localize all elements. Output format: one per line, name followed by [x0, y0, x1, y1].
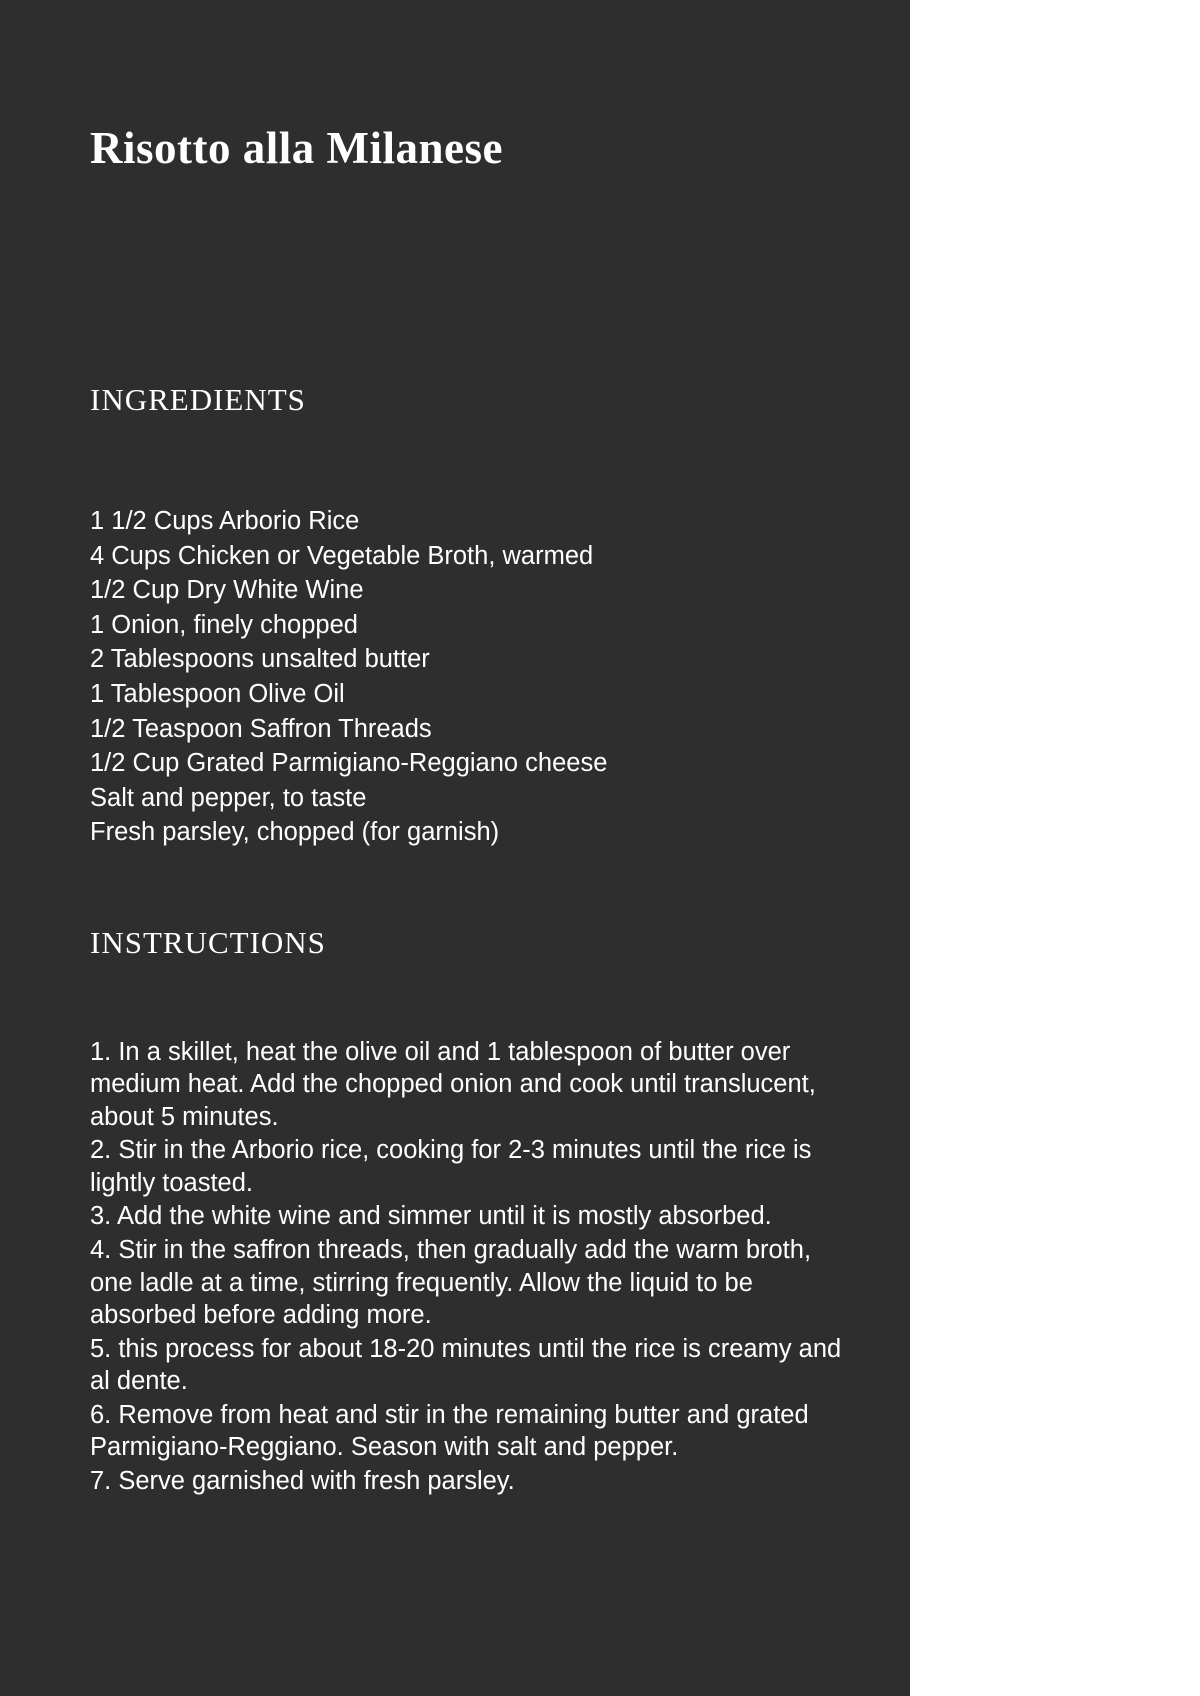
instruction-step: 2. Stir in the Arborio rice, cooking for 2-3 minutes until the rice is lightly toasted. — [90, 1136, 812, 1197]
instruction-step: 5. this process for about 18-20 minutes until the rice is creamy and al dente. — [90, 1334, 842, 1395]
ingredient-item: Fresh parsley, chopped (for garnish) — [90, 818, 500, 847]
ingredient-item: 1/2 Cup Dry White Wine — [90, 576, 364, 605]
instructions-heading: INSTRUCTIONS — [90, 925, 326, 960]
instruction-step: 1. In a skillet, heat the olive oil and 1 tablespoon of butter over medium heat. Add the chopped onion and cook until translucent, about 5 minutes. — [90, 1038, 816, 1131]
instruction-step: 3. Add the white wine and simmer until it is mostly absorbed. — [90, 1202, 772, 1231]
recipe-title: Risotto alla Milanese — [90, 123, 503, 173]
instruction-step: 4. Stir in the saffron threads, then gradually add the warm broth, one ladle at a time, stirring frequently. Allow the liquid to be absorbed before adding more. — [90, 1236, 812, 1329]
instructions-list — [90, 1036, 850, 1499]
ingredient-item: Salt and pepper, to taste — [90, 783, 367, 812]
ingredient-item: 2 Tablespoons unsalted butter — [90, 645, 430, 674]
ingredient-item: 1 Onion, finely chopped — [90, 610, 358, 639]
ingredient-item: 1/2 Cup Grated Parmigiano-Reggiano cheese — [90, 749, 608, 778]
ingredient-item: 1 1/2 Cups Arborio Rice — [90, 507, 360, 535]
ingredient-item: 4 Cups Chicken or Vegetable Broth, warmed — [90, 541, 594, 570]
ingredients-heading: INGREDIENTS — [90, 382, 306, 417]
instruction-step: 7. Serve garnished with fresh parsley. — [90, 1466, 515, 1495]
instruction-step: 6. Remove from heat and stir in the remaining butter and grated Parmigiano-Reggiano. Season with salt and pepper. — [90, 1400, 809, 1462]
ingredient-item: 1/2 Teaspoon Saffron Threads — [90, 714, 432, 743]
ingredient-item: 1 Tablespoon Olive Oil — [90, 679, 345, 708]
ingredients-list — [90, 504, 607, 850]
